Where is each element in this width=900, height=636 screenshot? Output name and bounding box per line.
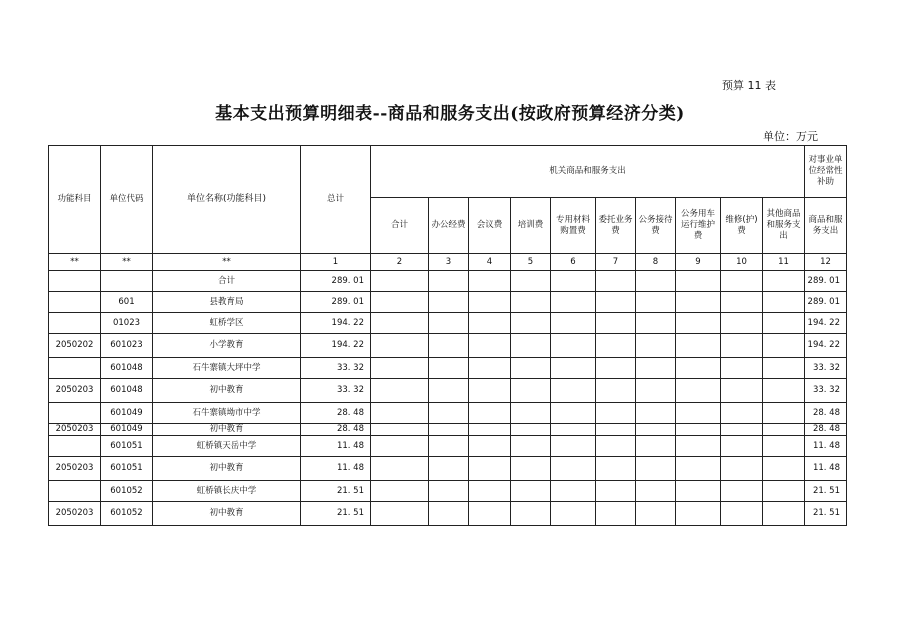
budget-table	[48, 145, 847, 526]
subsidy-cell: 11. 48	[805, 436, 847, 457]
empty-cell	[721, 436, 763, 457]
empty-cell	[676, 358, 721, 379]
total-cell: 289. 01	[301, 292, 371, 313]
table-row	[49, 334, 847, 358]
unit-name-cell: 初中教育	[153, 457, 301, 481]
total-cell: 11. 48	[301, 457, 371, 481]
subsidy-cell: 289. 01	[805, 271, 847, 292]
total-cell: 33. 32	[301, 358, 371, 379]
func-code-cell	[49, 481, 101, 502]
empty-cell	[469, 481, 511, 502]
empty-cell	[596, 502, 636, 526]
table-row	[49, 271, 847, 292]
header-col: 办公经费	[429, 198, 469, 254]
table-row	[49, 313, 847, 334]
col-number: 5	[511, 254, 551, 271]
subsidy-cell: 28. 48	[805, 403, 847, 424]
empty-cell	[429, 436, 469, 457]
empty-cell	[636, 502, 676, 526]
empty-cell	[551, 457, 596, 481]
total-cell: 33. 32	[301, 379, 371, 403]
func-code-cell	[49, 292, 101, 313]
total-cell: 28. 48	[301, 403, 371, 424]
empty-cell	[676, 502, 721, 526]
empty-cell	[551, 334, 596, 358]
empty-cell	[551, 502, 596, 526]
header-func-subject: 功能科目	[49, 146, 101, 254]
unit-code-cell: 601052	[101, 481, 153, 502]
header-col: 公务接待费	[636, 198, 676, 254]
empty-cell	[763, 436, 805, 457]
empty-cell	[721, 313, 763, 334]
func-code-cell	[49, 271, 101, 292]
empty-cell	[636, 271, 676, 292]
empty-cell	[636, 403, 676, 424]
empty-cell	[371, 502, 429, 526]
total-cell: 11. 48	[301, 436, 371, 457]
header-subsidy: 对事业单位经常性补助	[805, 146, 847, 198]
unit-name-cell: 石牛寨镇大坪中学	[153, 358, 301, 379]
empty-cell	[721, 502, 763, 526]
col-number: 9	[676, 254, 721, 271]
empty-cell	[511, 457, 551, 481]
empty-cell	[763, 313, 805, 334]
empty-cell	[469, 292, 511, 313]
empty-cell	[371, 424, 429, 436]
page-title: 基本支出预算明细表--商品和服务支出(按政府预算经济分类)	[215, 104, 685, 124]
empty-cell	[636, 334, 676, 358]
unit-name-cell: 虹桥学区	[153, 313, 301, 334]
unit-name-cell: 虹桥镇长庆中学	[153, 481, 301, 502]
empty-cell	[763, 481, 805, 502]
empty-cell	[721, 403, 763, 424]
empty-cell	[551, 271, 596, 292]
empty-cell	[636, 481, 676, 502]
empty-cell	[469, 436, 511, 457]
header-total: 总计	[301, 146, 371, 254]
empty-cell	[596, 334, 636, 358]
func-code-cell: 2050203	[49, 379, 101, 403]
col-number: 8	[636, 254, 676, 271]
table-row	[49, 436, 847, 457]
func-code-cell	[49, 403, 101, 424]
empty-cell	[511, 334, 551, 358]
stars-cell: **	[101, 254, 153, 271]
empty-cell	[371, 334, 429, 358]
table-row	[49, 379, 847, 403]
header-col: 合计	[371, 198, 429, 254]
header-col: 专用材料购置费	[551, 198, 596, 254]
subsidy-cell: 21. 51	[805, 481, 847, 502]
subsidy-cell: 21. 51	[805, 502, 847, 526]
subsidy-cell: 194. 22	[805, 334, 847, 358]
empty-cell	[469, 502, 511, 526]
empty-cell	[551, 379, 596, 403]
empty-cell	[763, 271, 805, 292]
empty-cell	[596, 358, 636, 379]
unit-name-cell: 小学教育	[153, 334, 301, 358]
col-number: 12	[805, 254, 847, 271]
empty-cell	[469, 271, 511, 292]
empty-cell	[469, 457, 511, 481]
empty-cell	[469, 313, 511, 334]
empty-cell	[511, 424, 551, 436]
header-col: 培训费	[511, 198, 551, 254]
empty-cell	[371, 292, 429, 313]
unit-label: 单位：万元	[763, 130, 818, 143]
header-subsidy-col: 商品和服务支出	[805, 198, 847, 254]
empty-cell	[676, 481, 721, 502]
func-code-cell: 2050203	[49, 424, 101, 436]
empty-cell	[721, 424, 763, 436]
empty-cell	[676, 457, 721, 481]
empty-cell	[636, 424, 676, 436]
empty-cell	[429, 358, 469, 379]
unit-name-cell: 石牛寨镇坳市中学	[153, 403, 301, 424]
func-code-cell: 2050202	[49, 334, 101, 358]
empty-cell	[429, 334, 469, 358]
empty-cell	[429, 502, 469, 526]
empty-cell	[596, 457, 636, 481]
col-number: 10	[721, 254, 763, 271]
unit-name-cell: 合计	[153, 271, 301, 292]
empty-cell	[511, 481, 551, 502]
header-group: 机关商品和服务支出	[371, 146, 805, 198]
table-row	[49, 403, 847, 424]
empty-cell	[763, 358, 805, 379]
unit-code-cell: 601051	[101, 436, 153, 457]
empty-cell	[636, 358, 676, 379]
empty-cell	[763, 292, 805, 313]
header-col: 其他商品和服务支出	[763, 198, 805, 254]
empty-cell	[676, 436, 721, 457]
unit-name-cell: 初中教育	[153, 379, 301, 403]
empty-cell	[676, 379, 721, 403]
empty-cell	[721, 457, 763, 481]
empty-cell	[429, 313, 469, 334]
empty-cell	[469, 358, 511, 379]
subsidy-cell: 289. 01	[805, 292, 847, 313]
subsidy-cell: 11. 48	[805, 457, 847, 481]
header-col: 公务用车运行维护费	[676, 198, 721, 254]
unit-code-cell: 601051	[101, 457, 153, 481]
col-number: 6	[551, 254, 596, 271]
empty-cell	[676, 403, 721, 424]
header-col: 维修(护)费	[721, 198, 763, 254]
empty-cell	[429, 403, 469, 424]
total-cell: 289. 01	[301, 271, 371, 292]
total-cell: 194. 22	[301, 334, 371, 358]
header-col: 委托业务费	[596, 198, 636, 254]
empty-cell	[371, 313, 429, 334]
empty-cell	[511, 271, 551, 292]
col-number: 3	[429, 254, 469, 271]
func-code-cell	[49, 358, 101, 379]
empty-cell	[371, 481, 429, 502]
subsidy-cell: 194. 22	[805, 313, 847, 334]
empty-cell	[721, 292, 763, 313]
unit-name-cell: 初中教育	[153, 502, 301, 526]
empty-cell	[721, 271, 763, 292]
table-row	[49, 424, 847, 436]
empty-cell	[469, 379, 511, 403]
empty-cell	[596, 424, 636, 436]
func-code-cell	[49, 436, 101, 457]
empty-cell	[676, 292, 721, 313]
empty-cell	[676, 424, 721, 436]
header-unit-code: 单位代码	[101, 146, 153, 254]
unit-name-cell: 县教育局	[153, 292, 301, 313]
empty-cell	[371, 403, 429, 424]
table-row	[49, 358, 847, 379]
empty-cell	[596, 292, 636, 313]
col-number: 1	[301, 254, 371, 271]
empty-cell	[429, 424, 469, 436]
total-cell: 194. 22	[301, 313, 371, 334]
col-number: 7	[596, 254, 636, 271]
table-row	[49, 457, 847, 481]
empty-cell	[551, 436, 596, 457]
empty-cell	[596, 436, 636, 457]
unit-code-cell: 601049	[101, 403, 153, 424]
empty-cell	[721, 334, 763, 358]
empty-cell	[511, 502, 551, 526]
empty-cell	[636, 292, 676, 313]
empty-cell	[371, 457, 429, 481]
empty-cell	[371, 271, 429, 292]
empty-cell	[469, 424, 511, 436]
subsidy-cell: 33. 32	[805, 358, 847, 379]
empty-cell	[763, 379, 805, 403]
empty-cell	[551, 481, 596, 502]
stars-cell: **	[153, 254, 301, 271]
empty-cell	[636, 436, 676, 457]
col-number: 2	[371, 254, 429, 271]
empty-cell	[429, 457, 469, 481]
empty-cell	[371, 358, 429, 379]
empty-cell	[596, 481, 636, 502]
empty-cell	[511, 292, 551, 313]
total-cell: 21. 51	[301, 481, 371, 502]
empty-cell	[371, 379, 429, 403]
empty-cell	[676, 334, 721, 358]
func-code-cell: 2050203	[49, 457, 101, 481]
func-code-cell	[49, 313, 101, 334]
empty-cell	[469, 403, 511, 424]
empty-cell	[551, 424, 596, 436]
empty-cell	[551, 292, 596, 313]
empty-cell	[429, 271, 469, 292]
unit-code-cell	[101, 271, 153, 292]
empty-cell	[429, 481, 469, 502]
empty-cell	[511, 358, 551, 379]
empty-cell	[596, 379, 636, 403]
unit-name-cell: 初中教育	[153, 424, 301, 436]
unit-code-cell: 01023	[101, 313, 153, 334]
col-number: 11	[763, 254, 805, 271]
empty-cell	[511, 436, 551, 457]
total-cell: 21. 51	[301, 502, 371, 526]
empty-cell	[596, 313, 636, 334]
empty-cell	[511, 313, 551, 334]
empty-cell	[763, 334, 805, 358]
form-number: 预算 11 表	[722, 79, 776, 92]
unit-name-cell: 虹桥镇天岳中学	[153, 436, 301, 457]
empty-cell	[721, 481, 763, 502]
func-code-cell: 2050203	[49, 502, 101, 526]
empty-cell	[763, 457, 805, 481]
empty-cell	[676, 271, 721, 292]
empty-cell	[636, 379, 676, 403]
empty-cell	[371, 436, 429, 457]
empty-cell	[721, 358, 763, 379]
empty-cell	[551, 358, 596, 379]
empty-cell	[469, 334, 511, 358]
unit-code-cell: 601	[101, 292, 153, 313]
unit-code-cell: 601023	[101, 334, 153, 358]
empty-cell	[636, 457, 676, 481]
empty-cell	[721, 379, 763, 403]
unit-code-cell: 601048	[101, 379, 153, 403]
empty-cell	[551, 403, 596, 424]
unit-code-cell: 601048	[101, 358, 153, 379]
table-row	[49, 292, 847, 313]
table-row	[49, 502, 847, 526]
table-row	[49, 481, 847, 502]
subsidy-cell: 28. 48	[805, 424, 847, 436]
total-cell: 28. 48	[301, 424, 371, 436]
empty-cell	[511, 403, 551, 424]
empty-cell	[429, 292, 469, 313]
empty-cell	[551, 313, 596, 334]
empty-cell	[511, 379, 551, 403]
empty-cell	[763, 502, 805, 526]
empty-cell	[763, 403, 805, 424]
unit-code-cell: 601052	[101, 502, 153, 526]
subsidy-cell: 33. 32	[805, 379, 847, 403]
header-col: 会议费	[469, 198, 511, 254]
header-unit-name: 单位名称(功能科目)	[153, 146, 301, 254]
empty-cell	[763, 424, 805, 436]
empty-cell	[676, 313, 721, 334]
empty-cell	[596, 271, 636, 292]
col-number: 4	[469, 254, 511, 271]
empty-cell	[596, 403, 636, 424]
unit-code-cell: 601049	[101, 424, 153, 436]
empty-cell	[636, 313, 676, 334]
empty-cell	[429, 379, 469, 403]
stars-cell: **	[49, 254, 101, 271]
